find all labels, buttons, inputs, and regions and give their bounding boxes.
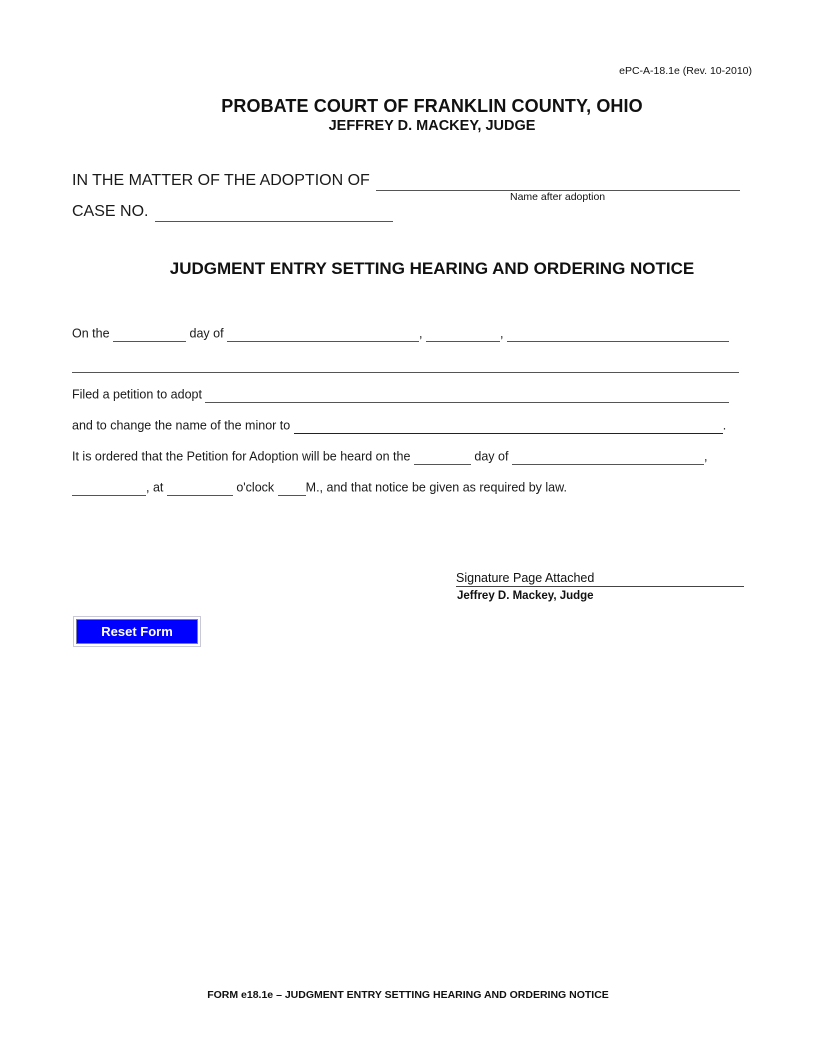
at-label: , at [146,480,164,495]
notice-text: M., and that notice be given as required by law. [305,480,567,495]
filing-day-field[interactable] [113,326,186,342]
day-of-label: day of [474,449,509,464]
body-line-4 [72,418,726,434]
petitioner-field[interactable] [507,326,729,342]
signature-line: Signature Page Attached [456,571,744,587]
comma: , [703,449,708,464]
period: . [722,418,727,433]
body-line-6 [72,480,567,496]
document-title: JUDGMENT ENTRY SETTING HEARING AND ORDERING NOTICE [169,259,695,278]
reset-form-button[interactable]: Reset Form [76,619,198,644]
filing-month-field[interactable] [227,326,419,342]
case-number-label: CASE NO. [72,203,149,220]
body-line-1 [72,326,729,342]
comma: , [500,326,504,341]
body-line-2 [72,357,739,373]
comma: , [419,326,423,341]
judge-title: JEFFREY D. MACKEY, JUDGE [328,118,536,134]
form-id: ePC-A-18.1e (Rev. 10-2010) [619,65,752,77]
day-of-label: day of [189,326,224,341]
child-name-field[interactable] [205,387,729,403]
adoption-name-field[interactable] [376,173,740,191]
hearing-day-field[interactable] [414,449,471,465]
new-name-field[interactable] [294,418,723,434]
form-footer: FORM e18.1e – JUDGMENT ENTRY SETTING HEARING AND ORDERING NOTICE [207,989,609,1001]
am-pm-field[interactable] [278,480,306,496]
on-the-label: On the [72,326,110,341]
reset-button-frame [73,616,201,647]
hearing-time-field[interactable] [167,480,233,496]
hearing-year-field[interactable] [72,480,146,496]
court-title: PROBATE COURT OF FRANKLIN COUNTY, OHIO [221,96,643,116]
filed-petition-label: Filed a petition to adopt [72,387,202,402]
case-number-caption [72,203,393,222]
hearing-month-field[interactable] [512,449,704,465]
judge-signature-name: Jeffrey D. Mackey, Judge [457,590,594,602]
ordered-label: It is ordered that the Petition for Adoption will be heard on the [72,449,411,464]
case-number-field[interactable] [155,204,393,222]
body-line-3 [72,387,729,403]
oclock-label: o'clock [236,480,275,495]
name-after-adoption-label: Name after adoption [510,191,606,203]
petitioner-continued-field[interactable] [72,357,739,373]
adoption-label: IN THE MATTER OF THE ADOPTION OF [72,172,370,189]
body-line-5 [72,449,707,465]
change-name-label: and to change the name of the minor to [72,418,291,433]
adoption-caption [72,172,740,191]
filing-year-field[interactable] [426,326,500,342]
